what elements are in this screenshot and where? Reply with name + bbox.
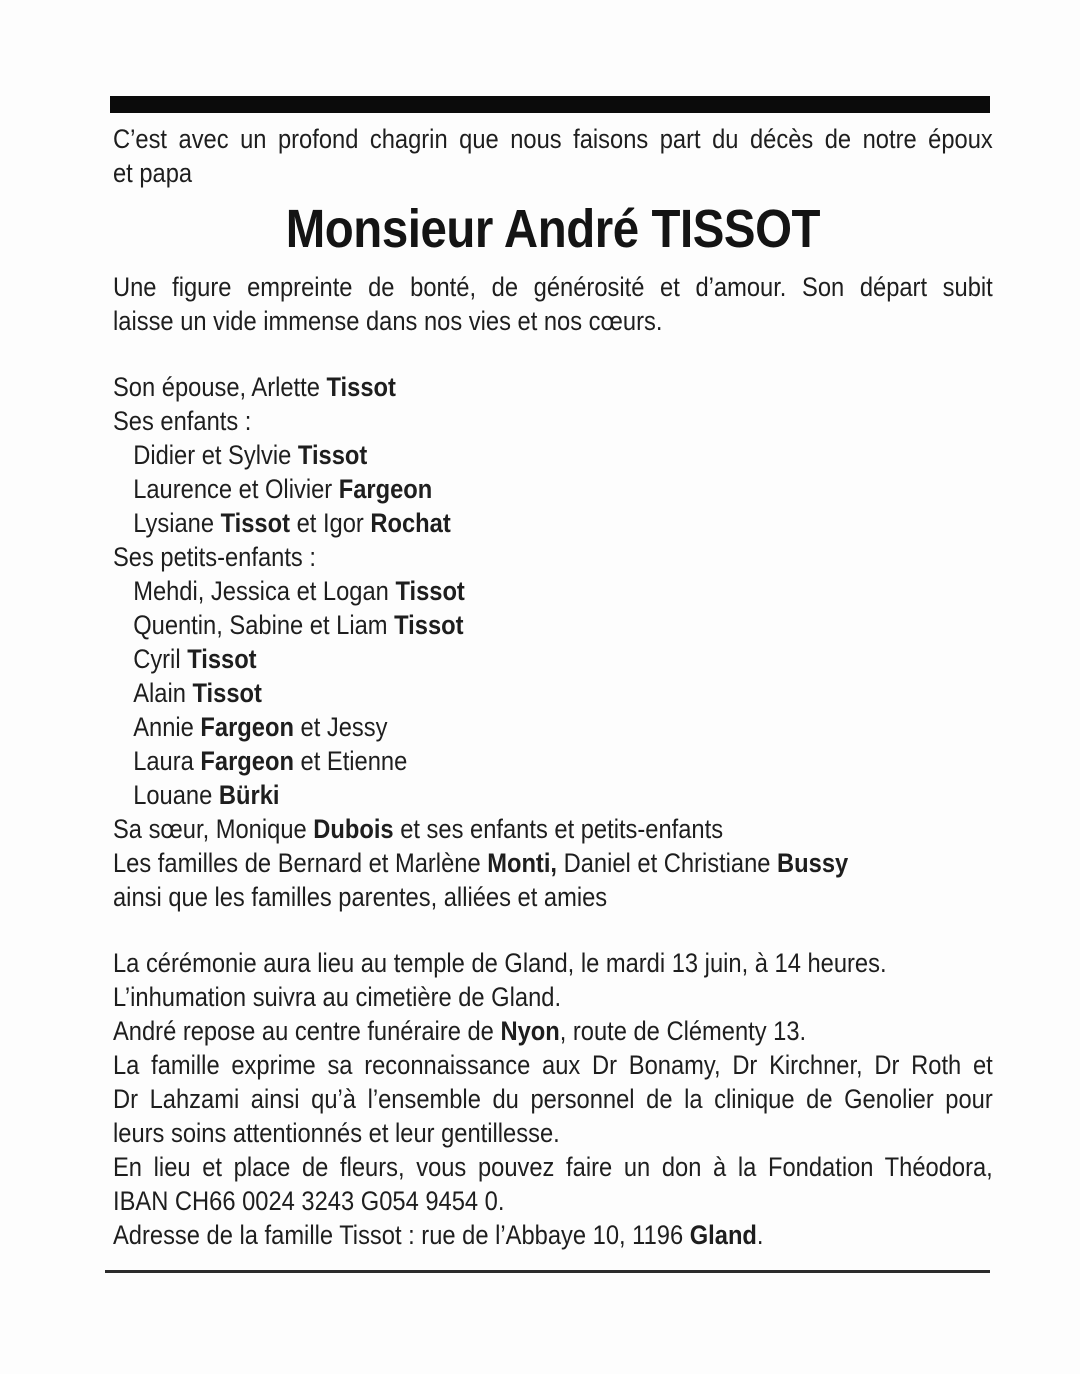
family-name-bold: Tissot [395, 576, 465, 606]
family-name-bold: Fargeon [200, 746, 294, 776]
family-name-bold: Tissot [187, 644, 257, 674]
text-segment: IBAN CH66 0024 3243 G054 9454 0. [113, 1186, 505, 1216]
text-segment: La cérémonie aura lieu au temple de Gland, le mardi 13 juin, à 14 heures. [113, 948, 887, 978]
family-line [113, 812, 993, 846]
top-divider-bar [110, 96, 990, 113]
text-segment: Mehdi, Jessica et Logan [133, 576, 396, 606]
family-line [113, 438, 993, 472]
tribute-line [113, 270, 993, 304]
family-line [113, 744, 993, 778]
text-segment: Laurence et Olivier [133, 474, 339, 504]
family-line [113, 710, 993, 744]
family-line [113, 676, 993, 710]
notice-content [113, 122, 993, 1252]
text-segment: Ses enfants : [113, 406, 252, 436]
text-segment: Lysiane [133, 508, 221, 538]
family-name-bold: Tissot [394, 610, 464, 640]
text-segment: Une figure empreinte de bonté, de générosité et d’amour. Son départ subit [113, 272, 993, 302]
tribute-paragraph [113, 270, 993, 338]
spacer [113, 338, 993, 370]
family-name-bold: Tissot [220, 508, 290, 538]
details-line [113, 1184, 993, 1218]
family-name-bold: Tissot [297, 440, 368, 470]
family-name-bold: Fargeon [200, 712, 294, 742]
family-name-bold: Bussy [777, 848, 849, 878]
details-line [113, 946, 993, 980]
text-segment: et Jessy [293, 712, 388, 742]
details-line [113, 1116, 993, 1150]
family-line [113, 642, 993, 676]
text-segment: et Igor [289, 508, 371, 538]
text-segment: Laura [133, 746, 201, 776]
details-line [113, 1082, 993, 1116]
text-segment: C’est avec un profond chagrin que nous faisons part du décès de notre époux [113, 124, 993, 154]
text-segment: , route de Clémenty 13. [559, 1016, 807, 1046]
text-segment: Louane [133, 780, 219, 810]
text-segment: Les familles de Bernard et Marlène [113, 848, 488, 878]
intro-line [113, 156, 993, 190]
text-segment: Son épouse, Arlette [113, 372, 327, 402]
spacer [113, 914, 993, 946]
details-line [113, 1218, 993, 1252]
family-line [113, 880, 993, 914]
family-list [113, 370, 993, 914]
family-name-bold: Rochat [370, 508, 451, 538]
family-line [113, 778, 993, 812]
family-name-bold: Bürki [218, 780, 280, 810]
text-segment: Adresse de la famille Tissot : rue de l’Abbaye 10, 1196 [113, 1220, 690, 1250]
text-segment: Quentin, Sabine et Liam [133, 610, 395, 640]
text-segment: Sa sœur, Monique [113, 814, 314, 844]
details-line [113, 1150, 993, 1184]
family-line [113, 608, 993, 642]
text-segment: leurs soins attentionnés et leur gentillesse. [113, 1118, 560, 1148]
family-line [113, 472, 993, 506]
text-segment: ainsi que les familles parentes, alliées et amies [113, 882, 608, 912]
family-name-bold: Fargeon [338, 474, 433, 504]
text-segment: et ses enfants et petits-enfants [393, 814, 724, 844]
intro-line [113, 122, 993, 156]
text-segment: Cyril [133, 644, 188, 674]
text-segment: En lieu et place de fleurs, vous pouvez faire un don à la Fondation Théodora, [113, 1152, 993, 1182]
family-line [113, 846, 993, 880]
text-segment: Ses petits-enfants : [113, 542, 316, 572]
text-segment: et Etienne [293, 746, 408, 776]
bottom-divider-line [105, 1270, 990, 1273]
text-segment: L’inhumation suivra au cimetière de Gland. [113, 982, 562, 1012]
text-segment: Didier et Sylvie [133, 440, 298, 470]
family-line [113, 506, 993, 540]
details-line [113, 1048, 993, 1082]
text-segment: Dr Lahzami ainsi qu’à l’ensemble du personnel de la clinique de Genolier pour [113, 1084, 993, 1114]
text-segment: . [756, 1220, 764, 1250]
deceased-name-title: Monsieur André TISSOT [285, 199, 821, 259]
text-segment: Annie [133, 712, 201, 742]
family-line [113, 404, 993, 438]
family-name-bold: Gland [689, 1220, 757, 1250]
family-name-bold: Tissot [192, 678, 262, 708]
family-line [113, 370, 993, 404]
text-segment: Daniel et Christiane [557, 848, 778, 878]
text-segment: Alain [133, 678, 193, 708]
text-segment: André repose au centre funéraire de [113, 1016, 501, 1046]
ceremony-details [113, 946, 993, 1252]
text-segment: laisse un vide immense dans nos vies et nos cœurs. [113, 306, 663, 336]
family-line [113, 540, 993, 574]
family-name-bold: Dubois [313, 814, 394, 844]
family-name-bold: Nyon [500, 1016, 560, 1046]
details-line [113, 980, 993, 1014]
family-name-bold: Tissot [326, 372, 396, 402]
details-line [113, 1014, 993, 1048]
family-name-bold: Monti, [487, 848, 558, 878]
intro-paragraph [113, 122, 993, 190]
text-segment: et papa [113, 158, 193, 188]
family-line [113, 574, 993, 608]
text-segment: La famille exprime sa reconnaissance aux Dr Bonamy, Dr Kirchner, Dr Roth et [113, 1050, 993, 1080]
tribute-line [113, 304, 993, 338]
